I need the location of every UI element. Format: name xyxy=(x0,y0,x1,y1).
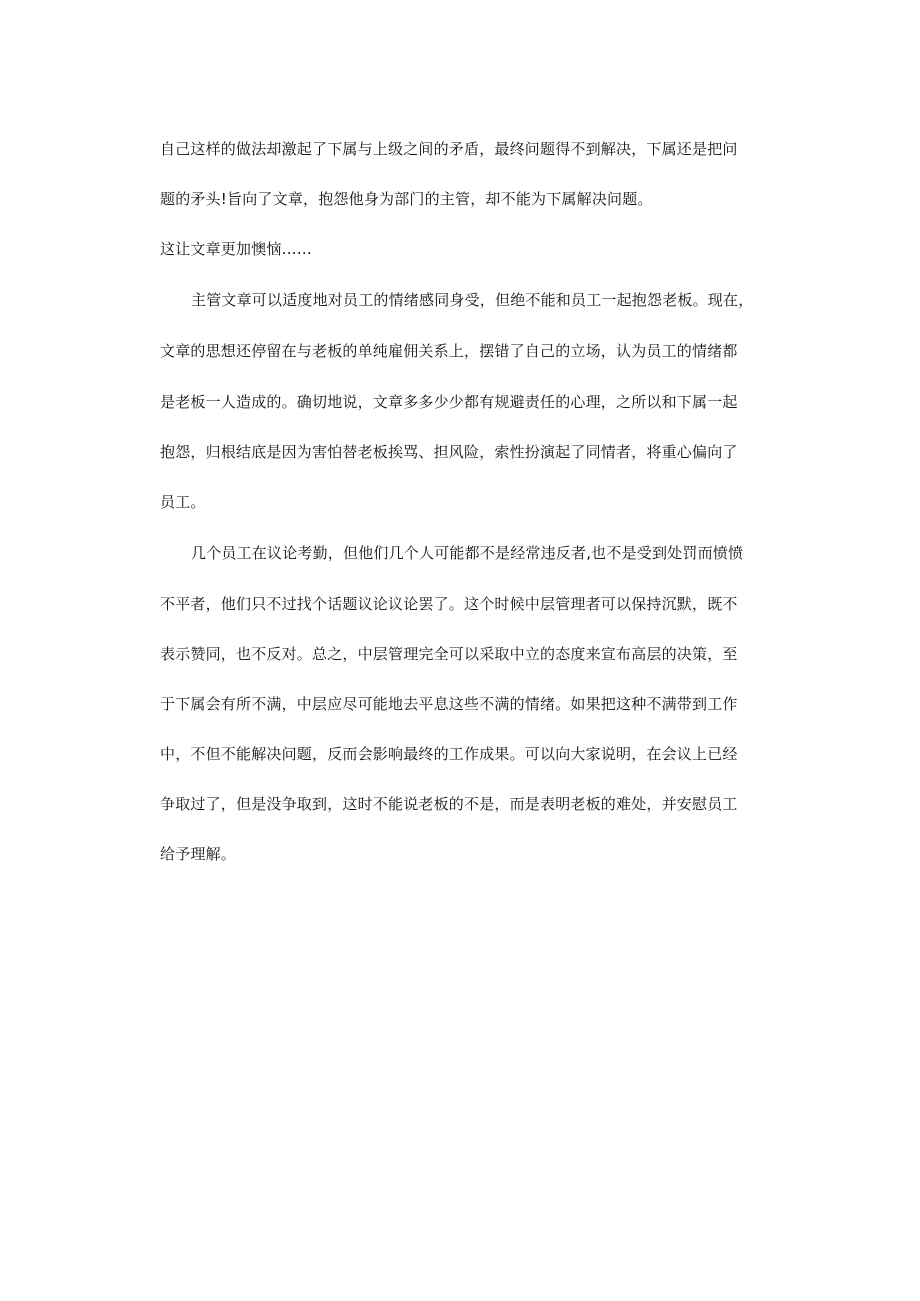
paragraph-3-line-4: 抱怨，归根结底是因为害怕替老板挨骂、担风险，索性扮演起了同情者，将重心偏向了 xyxy=(160,443,738,461)
paragraph-3-line-2: 文章的思想还停留在与老板的单纯雇佣关系上，摆错了自己的立场，认为员工的情绪都 xyxy=(160,342,738,360)
paragraph-4-line-6: 争取过了，但是没争取到，这时不能说老板的不是，而是表明老板的难处，并安慰员工 xyxy=(160,795,738,813)
paragraph-1-line-2: 题的矛头!旨向了文章，抱怨他身为部门的主管，却不能为下属解决问题。 xyxy=(160,190,653,208)
paragraph-3-line-3: 是老板一人造成的。确切地说，文章多多少少都有规避责任的心理，之所以和下属一起 xyxy=(160,393,738,411)
paragraph-4-line-3: 表示赞同，也不反对。总之，中层管理完全可以采取中立的态度来宣布高层的决策，至 xyxy=(160,645,738,663)
paragraph-4-line-2: 不平者，他们只不过找个话题议论议论罢了。这个时候中层管理者可以保持沉默，既不 xyxy=(160,595,738,613)
paragraph-3-line-1: 主管文章可以适度地对员工的情绪感同身受，但绝不能和员工一起抱怨老板。现在， xyxy=(191,291,754,309)
paragraph-1-line-1: 自己这样的做法却激起了下属与上级之间的矛盾，最终问题得不到解决，下属还是把问 xyxy=(160,140,738,158)
paragraph-4-line-4: 于下属会有所不满，中层应尽可能地去平息这些不满的情绪。如果把这种不满带到工作 xyxy=(160,695,738,713)
paragraph-4-line-5: 中，不但不能解决问题，反而会影响最终的工作成果。可以向大家说明，在会议上已经 xyxy=(160,745,738,763)
paragraph-2-line-1: 这让文章更加懊恼…… xyxy=(160,240,313,258)
paragraph-4-line-1: 几个员工在议论考勤，但他们几个人可能都不是经常违反者,也不是受到处罚而愤愤 xyxy=(191,544,744,562)
paragraph-4-line-7: 给予理解。 xyxy=(160,845,237,863)
paragraph-3-line-5: 员工。 xyxy=(160,493,206,511)
